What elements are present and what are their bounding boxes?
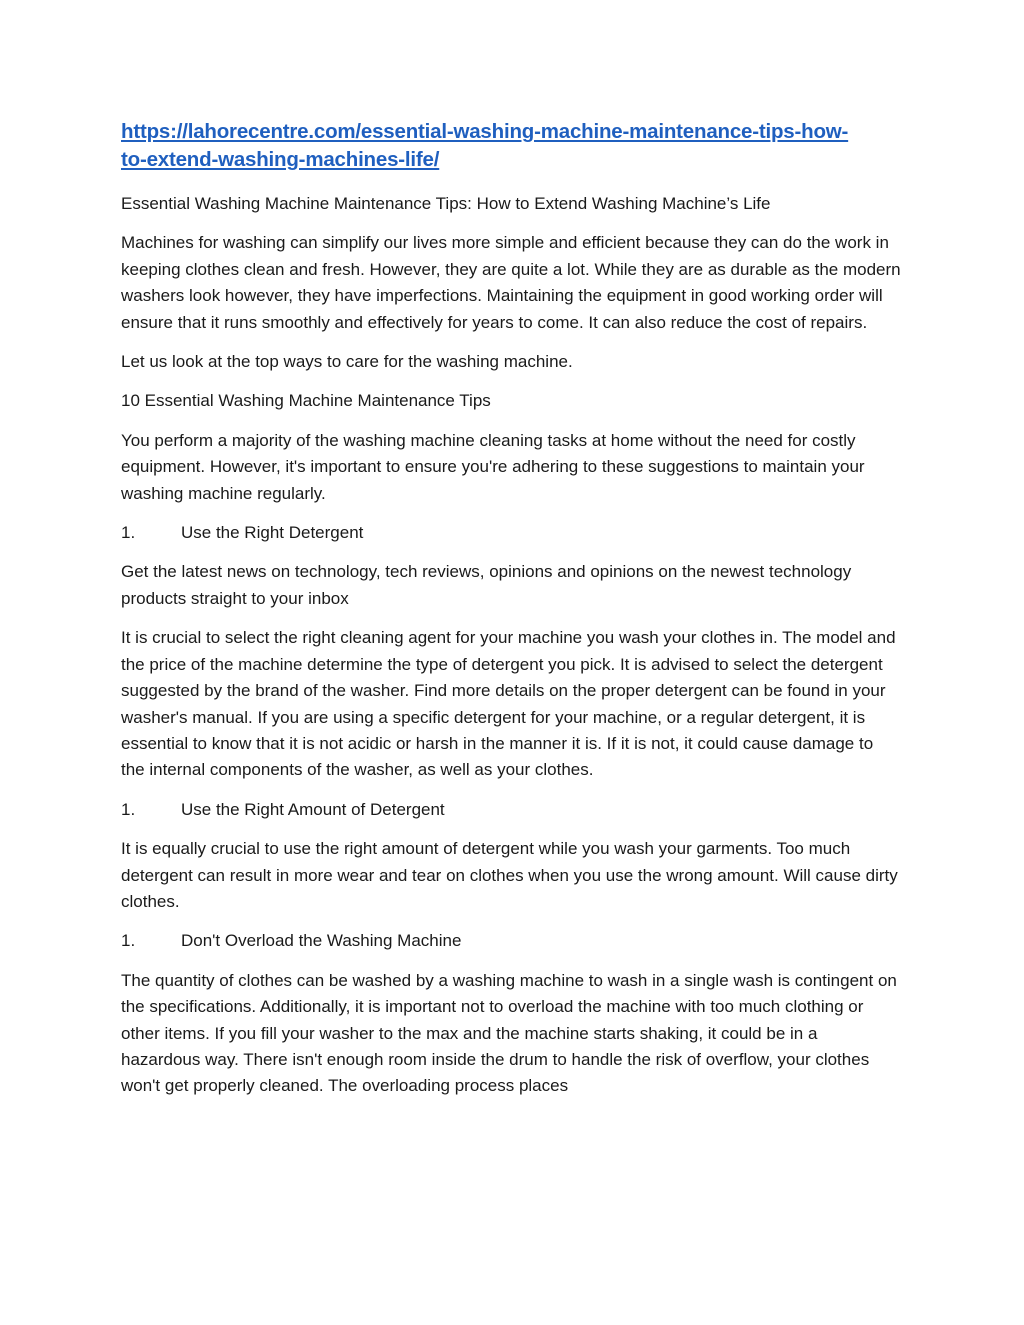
article-title: Essential Washing Machine Maintenance Tips: How to Extend Washing Machine’s Life (121, 194, 771, 213)
section-paragraph: The quantity of clothes can be washed by a washing machine to wash in a single wash is contingent on the specifications. Additionally, it is important not to overload the machine with too much clothing or other items. If you fill your washer to the max and the machine starts shaking, it could be in a hazardous way. There isn't enough room inside the drum to handle the risk of overflow, your clothes won't get properly cleaned. The overloading process places (121, 970, 897, 1096)
section-paragraph: Get the latest news on technology, tech reviews, opinions and opinions on the newest technology products straight to your inbox (121, 562, 852, 608)
article-url-line-2[interactable]: to-extend-washing-machines-life/ (121, 148, 440, 171)
section-number: 1. (121, 931, 136, 951)
tips-subtitle: 10 Essential Washing Machine Maintenance Tips (121, 391, 491, 411)
section-number: 1. (121, 523, 136, 543)
section-heading (121, 520, 901, 546)
intro-paragraph: Machines for washing can simplify our lives more simple and efficient because they can do the work in keeping clothes clean and fresh. However, they are quite a lot. While they are as durable as the modern washers look however, they have imperfections. Maintaining the equipment in good working order will ensure that it runs smoothly and effectively for years to come. It can also reduce the cost of repairs. (121, 233, 901, 332)
lead-paragraph: Let us look at the top ways to care for the washing machine. (121, 352, 573, 372)
article-url-line-1[interactable]: https://lahorecentre.com/essential-washing-machine-maintenance-tips-how- (121, 120, 849, 143)
section-paragraph: It is equally crucial to use the right amount of detergent while you wash your garments. Too much detergent can result in more wear and tear on clothes when you use the wrong amount. Will cause dirty clothes. (121, 839, 898, 911)
section-paragraph: It is crucial to select the right cleaning agent for your machine you wash your clothes in. The model and the price of the machine determine the type of detergent you pick. It is advised to select the detergent suggested by the brand of the washer. Find more details on the proper detergent can be found in your washer's manual. If you are using a specific detergent for your machine, or a regular detergent, it is essential to know that it is not acidic or harsh in the manner it is. If it is not, it could cause damage to the internal components of the washer, as well as your clothes. (121, 628, 896, 780)
section-title: Don't Overload the Washing Machine (181, 931, 462, 951)
tips-intro-paragraph: You perform a majority of the washing machine cleaning tasks at home without the need for costly equipment. However, it's important to ensure you're adhering to these suggestions to maintain your washing machine regularly. (121, 430, 865, 503)
section-title: Use the Right Amount of Detergent (181, 799, 445, 819)
article-url-link[interactable] (121, 118, 901, 174)
section-heading (121, 797, 901, 823)
section-title: Use the Right Detergent (181, 523, 364, 543)
document-page (121, 118, 901, 1113)
section-heading (121, 928, 901, 954)
section-number: 1. (121, 799, 136, 819)
